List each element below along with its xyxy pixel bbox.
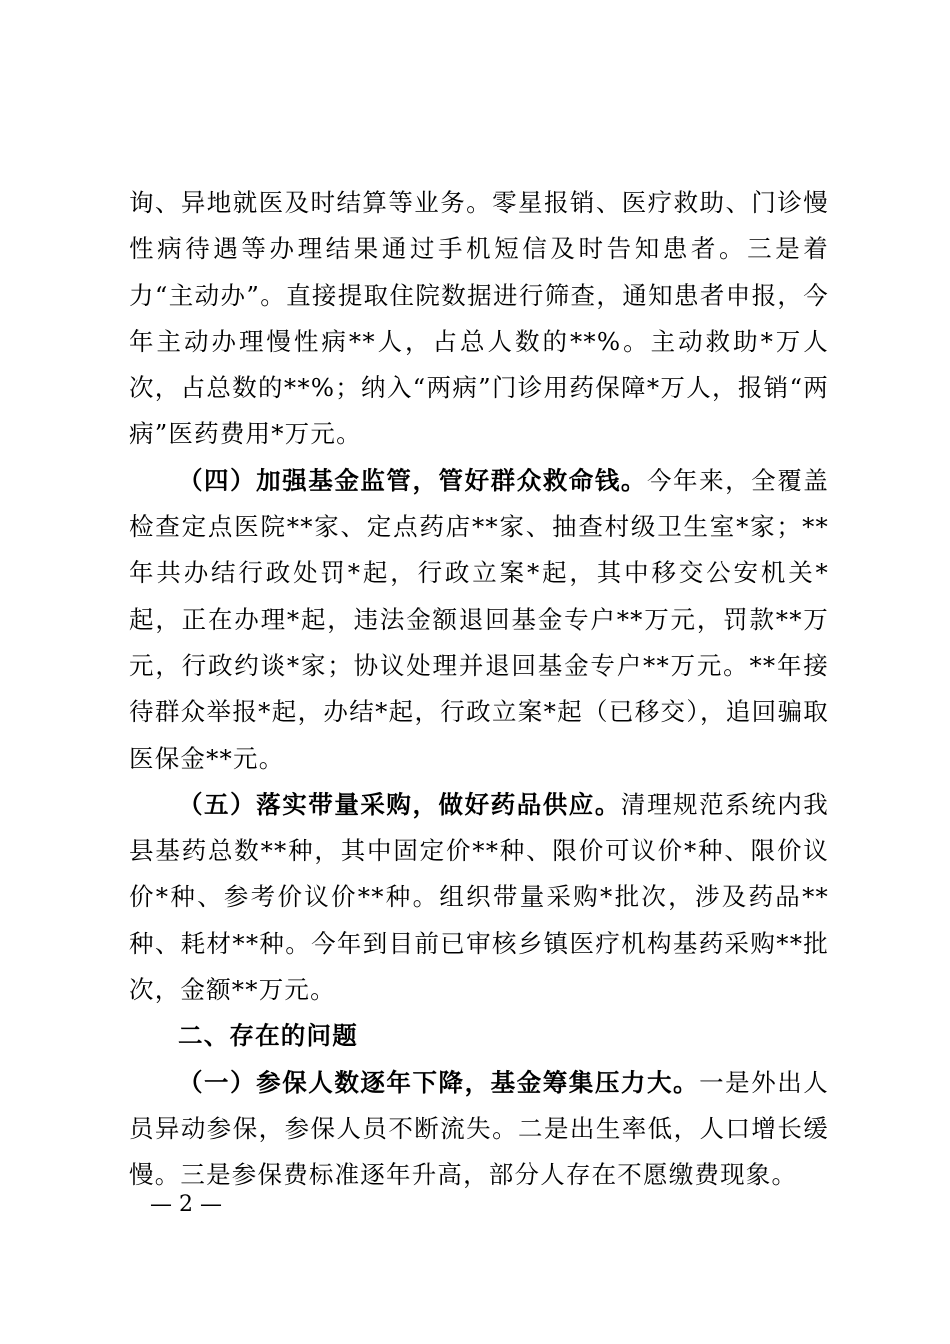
paragraph-lead: （五）落实带量采购，做好药品供应。 xyxy=(178,789,621,819)
paragraph-lead: （四）加强基金监管，管好群众救命钱。 xyxy=(178,465,647,495)
document-body xyxy=(129,180,829,1199)
paragraph-text: 清理规范系统内我县基药总数**种，其中固定价**种、限价可议价*种、限价议价*种、参考价议价**种。组织带量采购*批次，涉及药品**种、耗材**种。今年到目前已审核乡镇医疗机构基药采购**批次，金额**万元。 xyxy=(129,789,829,1005)
paragraph-fund-supervision xyxy=(129,458,829,782)
section-heading: 二、存在的问题 xyxy=(178,1021,358,1051)
paragraph-insured-decline xyxy=(129,1060,829,1199)
paragraph-volume-procurement xyxy=(129,782,829,1013)
paragraph-continuation xyxy=(129,180,829,458)
paragraph-text: 询、异地就医及时结算等业务。零星报销、医疗救助、门诊慢性病待遇等办理结果通过手机短信及时告知患者。三是着力“主动办”。直接提取住院数据进行筛查，通知患者申报，今年主动办理慢性病**人，占总人数的**%。主动救助*万人次，占总数的**%；纳入“两病”门诊用药保障*万人，报销“两病”医药费用*万元。 xyxy=(129,188,829,449)
paragraph-text: 一是外出人员异动参保，参保人员不断流失。二是出生率低，人口增长缓慢。三是参保费标准逐年升高，部分人存在不愿缴费现象。 xyxy=(129,1067,830,1190)
paragraph-lead: （一）参保人数逐年下降，基金筹集压力大。 xyxy=(178,1067,700,1097)
page-number: — 2 — xyxy=(150,1192,222,1217)
paragraph-text: 今年来，全覆盖检查定点医院**家、定点药店**家、抽查村级卫生室*家；**年共办结行政处罚*起，行政立案*起，其中移交公安机关*起，正在办理*起，违法金额退回基金专户**万元，罚款**万元，行政约谈*家；协议处理并退回基金专户**万元。**年接待群众举报*起，办结*起，行政立案*起（已移交），追回骗取医保金**元。 xyxy=(129,465,829,773)
